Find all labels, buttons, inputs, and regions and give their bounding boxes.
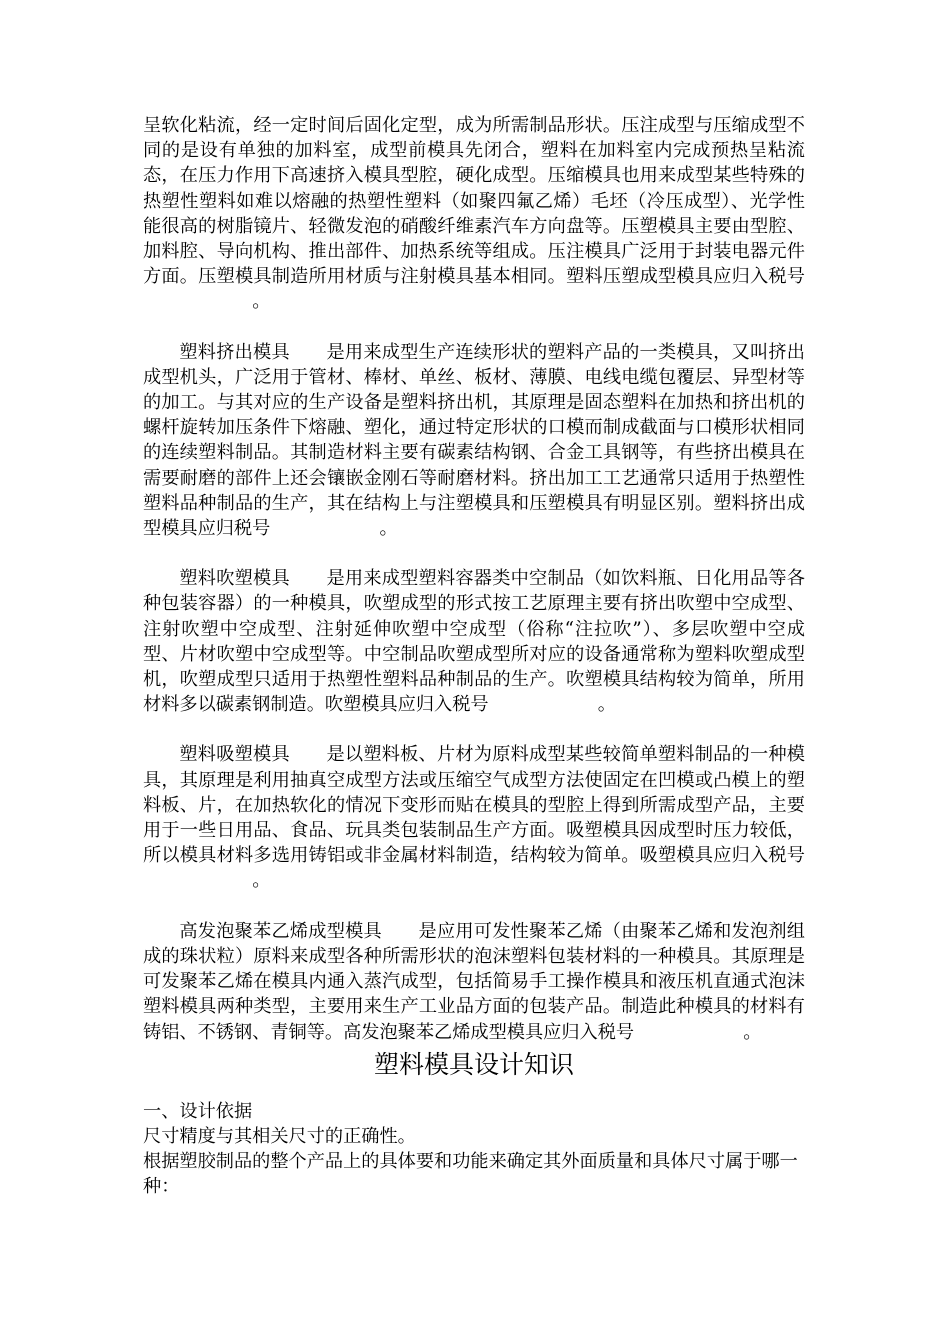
- paragraph-text: 是应用可发性聚苯乙烯（由聚苯乙烯和发泡剂组成的珠状粒）原料来成型各种所需形状的泡沫塑料包装材料的一种模具。其原理是可发聚苯乙烯在模具内通入蒸汽成型，包括简易手工操作模具和液压机直通式泡沫塑料模具两种类型，主要用来生产工业品方面的包装产品。制造此种模具的材料有铸铝、不锈钢、青铜等。高发泡聚苯乙烯成型模具应归入税号: [143, 920, 805, 1043]
- term-label: 高发泡聚苯乙烯成型模具: [179, 920, 382, 942]
- term-label: 塑料吹塑模具: [179, 568, 290, 590]
- text-line: 根据塑胶制品的整个产品上的具体要和功能来确定其外面质量和具体尺寸属于哪一种：: [143, 1151, 798, 1198]
- term-label: 塑料挤出模具: [179, 341, 290, 363]
- paragraph-text: 呈软化粘流，经一定时间后固化定型，成为所需制品形状。压注成型与压缩成型不同的是设有单独的加料室，成型前模具先闭合，塑料在加料室内完成预热呈粘流态，在压力作用下高速挤入模具型腔，硬化成型。压缩模具也用来成型某些特殊的热塑性塑料如难以熔融的热塑性塑料（如聚四氟乙烯）毛坯（冷压成型）、光学性能很高的树脂镜片、轻微发泡的硝酸纤维素汽车方向盘等。压塑模具主要由型腔、加料腔、导向机构、推出部件、加热系统等组成。压注模具广泛用于封装电器元件方面。压塑模具制造所用材质与注射模具基本相同。塑料压塑成型模具应归入税号: [143, 115, 805, 288]
- paragraph-eps-mold: [143, 919, 805, 1045]
- paragraph-end: 。: [252, 870, 271, 892]
- paragraph-end: 。: [379, 518, 398, 540]
- section-heading: 一、设计依据: [143, 1100, 253, 1122]
- paragraph-text: 是用来成型塑料容器类中空制品（如饮料瓶、日化用品等各种包装容器）的一种模具，吹塑成型的形式按工艺原理主要有挤出吹塑中空成型、注射吹塑中空成型、注射延伸吹塑中空成型（俗称“注拉吹”）、多层吹塑中空成型、片材吹塑中空成型等。中空制品吹塑成型所对应的设备通常称为塑料吹塑成型机，吹塑成型只适用于热塑性塑料品种制品的生产。吹塑模具结构较为简单，所用材料多以碳素钢制造。吹塑模具应归入税号: [143, 568, 805, 716]
- paragraph-end: 。: [743, 1021, 762, 1043]
- paragraph-text: 是用来成型生产连续形状的塑料产品的一类模具，又叫挤出成型机头，广泛用于管材、棒材、单丝、板材、薄膜、电线电缆包覆层、异型材等的加工。与其对应的生产设备是塑料挤出机，其原理是固态塑料在加热和挤出机的螺杆旋转加压条件下熔融、塑化，通过特定形状的口模而制成截面与口模形状相同的连续塑料制品。其制造材料主要有碳素结构钢、合金工具钢等，有些挤出模具在需要耐磨的部件上还会镶嵌金刚石等耐磨材料。挤出加工工艺通常只适用于热塑性塑料品种制品的生产，其在结构上与注塑模具和压塑模具有明显区别。塑料挤出成型模具应归税号: [143, 341, 805, 540]
- text-line: 尺寸精度与其相关尺寸的正确性。: [143, 1125, 416, 1147]
- paragraph-compression-mold: [143, 113, 805, 315]
- paragraph-vacuum-mold: [143, 742, 805, 893]
- section-title: 塑料模具设计知识: [373, 1049, 574, 1079]
- paragraph-end: 。: [252, 291, 271, 313]
- paragraph-end: 。: [597, 694, 616, 716]
- paragraph-extrusion-mold: [143, 340, 805, 542]
- document-body: [143, 113, 805, 1200]
- term-label: 塑料吸塑模具: [179, 744, 290, 766]
- paragraph-blow-mold: [143, 566, 805, 717]
- paragraph-text: 是以塑料板、片材为原料成型某些较简单塑料制品的一种模具，其原理是利用抽真空成型方法或压缩空气成型方法使固定在凹模或凸模上的塑料板、片，在加热软化的情况下变形而贴在模具的型腔上得到所需成型产品，主要用于一些日用品、食品、玩具类包装制品生产方面。吸塑模具因成型时压力较低，所以模具材料多选用铸铝或非金属材料制造，结构较为简单。吸塑模具应归入税号: [143, 744, 805, 867]
